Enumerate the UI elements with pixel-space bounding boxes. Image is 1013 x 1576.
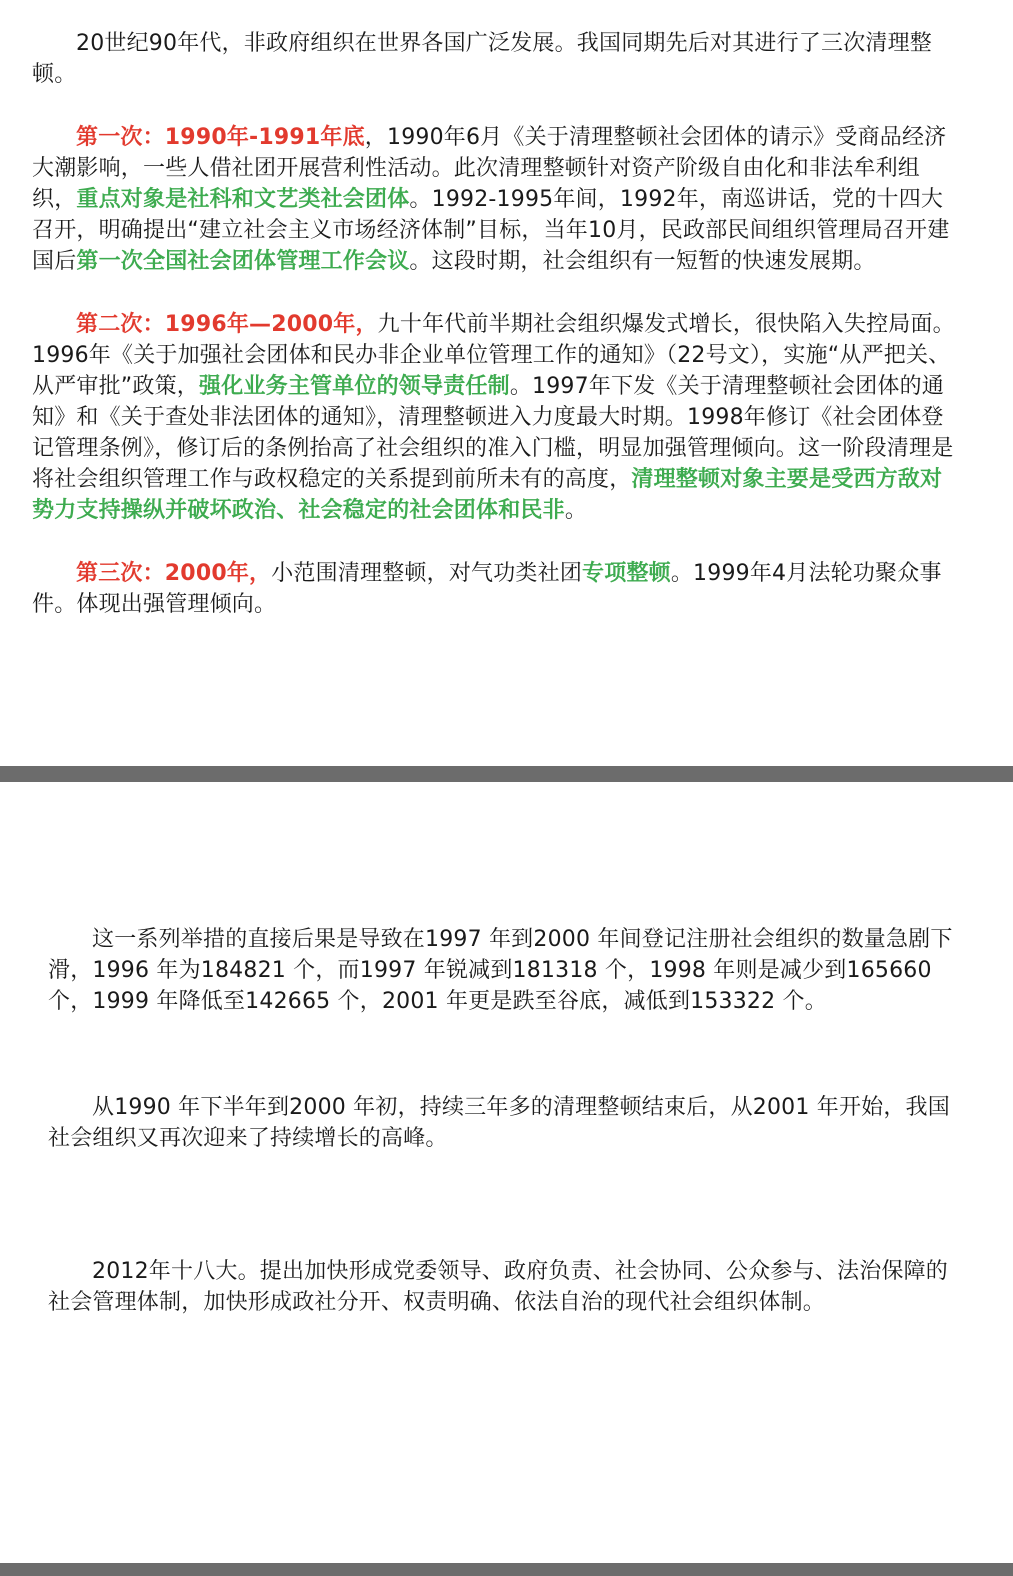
- third-cleanup-text-2: 。1999年4月法轮功聚众事件。体现出强管理倾向。: [32, 561, 942, 617]
- page-divider-bottom: [0, 1563, 1013, 1576]
- intro-paragraph: 20世纪90年代，非政府组织在世界各国广泛发展。我国同期先后对其进行了三次清理整顿。: [32, 31, 932, 87]
- document-page-2: [0, 782, 1013, 1563]
- first-cleanup-text-1: ，1990年6月《关于清理整顿社会团体的请示》受商品经济大潮影响，一些人借社团开展营利性活动。此次清理整顿针对资产阶级自由化和非法牟利组织，: [32, 125, 947, 212]
- first-cleanup-text-3: 。这段时期，社会组织有一短暂的快速发展期。: [409, 249, 876, 274]
- registration-decline-paragraph: 这一系列举措的直接后果是导致在1997 年到2000 年间登记注册社会组织的数量急剧下滑，1996 年为184821 个，而1997 年锐减到181318 个，1998 年则是减少到165660 个，1999 年降低至142665 个，2001 年更是跌至谷底，减低到153322 个。: [48, 927, 953, 1014]
- first-cleanup-text-2: 。1992-1995年间，1992年，南巡讲话，党的十四大召开，明确提出“建立社会主义市场经济体制”目标，当年10月，民政部民间组织管理局召开建国后: [32, 187, 950, 274]
- second-cleanup-text-2: 。1997年下发《关于清理整顿社会团体的通知》和《关于查处非法团体的通知》，清理整顿进入力度最大时期。1998年修订《社会团体登记管理条例》，修订后的条例抬高了社会组织的准入门槛，明显加强管理倾向。这一阶段清理是将社会组织管理工作与政权稳定的关系提到前所未有的高度，: [32, 374, 954, 492]
- first-cleanup-highlight-1: 重点对象是社科和文艺类社会团体: [76, 187, 410, 212]
- third-cleanup-highlight-1: 专项整顿: [582, 561, 671, 586]
- first-cleanup-heading: 第一次：1990年-1991年底: [76, 125, 365, 150]
- growth-recovery-paragraph: 从1990 年下半年到2000 年初，持续三年多的清理整顿结束后，从2001 年开始，我国社会组织又再次迎来了持续增长的高峰。: [48, 1095, 950, 1151]
- third-cleanup-heading: 第三次：2000年，: [76, 561, 272, 586]
- second-cleanup-highlight-1: 强化业务主管单位的领导责任制: [199, 374, 510, 399]
- third-cleanup-paragraph: [32, 558, 962, 620]
- eighteenth-congress-paragraph: 2012年十八大。提出加快形成党委领导、政府负责、社会协同、公众参与、法治保障的社会管理体制，加快形成政社分开、权责明确、依法自治的现代社会组织体制。: [48, 1259, 948, 1315]
- second-cleanup-text-1: 九十年代前半期社会组织爆发式增长，很快陷入失控局面。1996年《关于加强社会团体和民办非企业单位管理工作的通知》（22号文），实施“从严把关、从严审批”政策，: [32, 312, 955, 399]
- second-cleanup-paragraph: [32, 309, 962, 526]
- document-page-1: [0, 0, 1013, 766]
- second-cleanup-text-3: 。: [564, 498, 588, 523]
- first-cleanup-highlight-2: 第一次全国社会团体管理工作会议: [76, 249, 410, 274]
- second-cleanup-heading: 第二次：1996年—2000年，: [76, 312, 378, 337]
- page-divider: [0, 766, 1013, 782]
- second-cleanup-highlight-2: 清理整顿对象主要是受西方敌对势力支持操纵并破坏政治、社会稳定的社会团体和民非: [32, 467, 943, 523]
- first-cleanup-paragraph: [32, 122, 962, 277]
- third-cleanup-text-1: 小范围清理整顿，对气功类社团: [271, 561, 583, 586]
